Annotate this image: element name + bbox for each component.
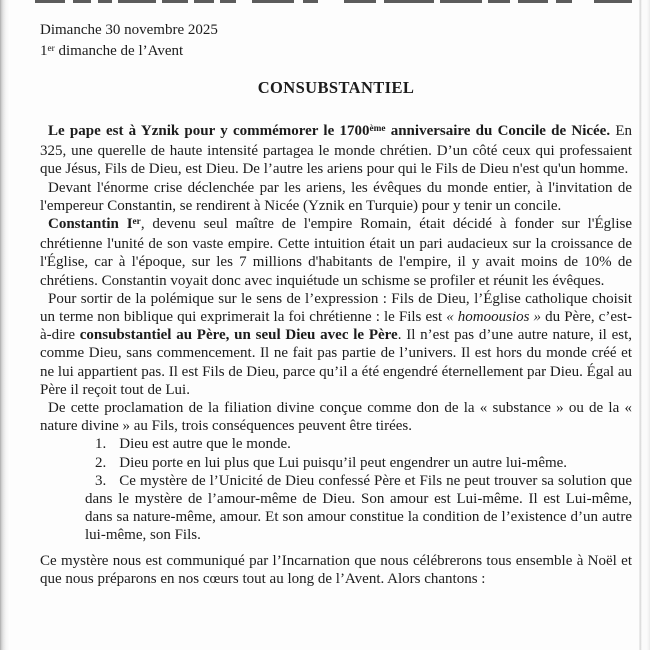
paragraph-body-text: Pour sortir de la polémique sur le sens de l’expression : Fils de Dieu, l’Église catholique choisit un terme non biblique qui exprimerait la foi chrétienne : le Fils est [40,290,632,326]
list-item-text: Dieu porte en lui plus que Lui puisqu’il peut engendrer un autre lui-même. [119,454,568,471]
page-left-edge [0,0,10,650]
paragraph-closing: Ce mystère nous est communiqué par l’Incarnation que nous célébrerons tous ensemble à Noël et que nous préparons en nos cœurs tout au long de l’Avent. Alors chantons : [40,552,632,587]
numbered-list [40,435,632,544]
paragraph-constantine [40,215,632,290]
date-line-2-number: 1 [40,43,48,59]
ordinal-superscript: er [132,216,141,227]
list-item-number: 3. [95,472,107,489]
paragraph-lead-bold: Le pape est à Yznik pour y commémorer le 1700 [48,123,370,139]
page-right-edge [639,0,650,650]
document-content [40,20,632,588]
paragraph-body-text: du Père, c’est-à-dire [40,309,632,344]
list-item-1 [40,435,632,453]
date-line-2-ordinal-suffix: er [47,43,55,54]
date-line-2-text: dimanche de l’Avent [54,43,184,59]
list-item-2 [40,454,632,472]
paragraph-lead-bold: Constantin I [48,216,133,233]
paragraph-homoousios [40,290,632,399]
paragraph-proclamation: De cette proclamation de la filiation divine conçue comme don de la « substance » ou de la « nature divine » au Fils, trois conséquences peuvent être tirées. [40,400,632,435]
paragraph-body-text: , devenu seul maître de l'empire Romain, était décidé à fonder sur l'Église chrétienne l'unité de son vaste empire. Cette intuition était un pari audacieux sur la croissance de l'Église, car à l'époque, sur les 7 millions d'habitants de l'empire, il y avait moins de 10% de chrétiens. Constantin voyait donc avec inquiétude un schisme se profiler et réunit les évêques. [40,216,632,289]
greek-term-italic: « homoousios » [446,309,542,326]
paragraph-crisis: Devant l'énorme crise déclenchée par les ariens, les évêques du monde entier, à l'invitation de l'empereur Constantin, se rendirent à Nicée (Yznik en Turquie) pour y tenir un concile. [40,179,632,214]
date-line-1: Dimanche 30 novembre 2025 [40,22,218,38]
paragraph-body-text: . Il n’est pas d’une autre nature, il est, comme Dieu, sans commencement. Il ne fait pas partie de l’univers. Il est hors du monde créé et ne lui appartient pas. Il est Fils de Dieu, parce qu’il a été engendré éternellement par Dieu. Égal au Père il reçoit tout de Lui. [40,327,633,398]
ordinal-superscript: ème [369,123,386,134]
date-block [40,20,632,64]
date-line-2 [40,41,632,64]
paragraph-lead-bold-cont: anniversaire du Concile de Nicée. [385,123,611,139]
page-title: CONSUBSTANTIEL [257,78,415,97]
paragraph-body-text: En 325, une querelle de haute intensité partagea le monde chrétien. D’un côté ceux qui professaient que Jésus, Fils de Dieu, est Dieu. De l’autre les ariens pour qui le Fils de Dieu n'est qu'un homme. [40,123,632,178]
list-item-text: Dieu est autre que le monde. [119,436,291,453]
consubstantial-bold: consubstantiel au Père, un seul Dieu avec le Père [79,327,398,344]
list-item-number: 1. [95,436,107,453]
cropped-text-artifact [0,0,650,4]
paragraph-pope-nicaea [40,122,632,179]
list-item-number: 2. [95,454,107,471]
list-item-text: Ce mystère de l’Unicité de Dieu confessé Père et Fils ne peut trouver sa solution que dans le mystère de l’amour-même de Dieu. Son amour est Lui-même. Il est Lui-même, dans sa nature-même, amour. Et son amour constitue la condition de l’existence d’un autre lui-même, son Fils. [85,472,632,544]
list-item-3 [40,472,632,545]
